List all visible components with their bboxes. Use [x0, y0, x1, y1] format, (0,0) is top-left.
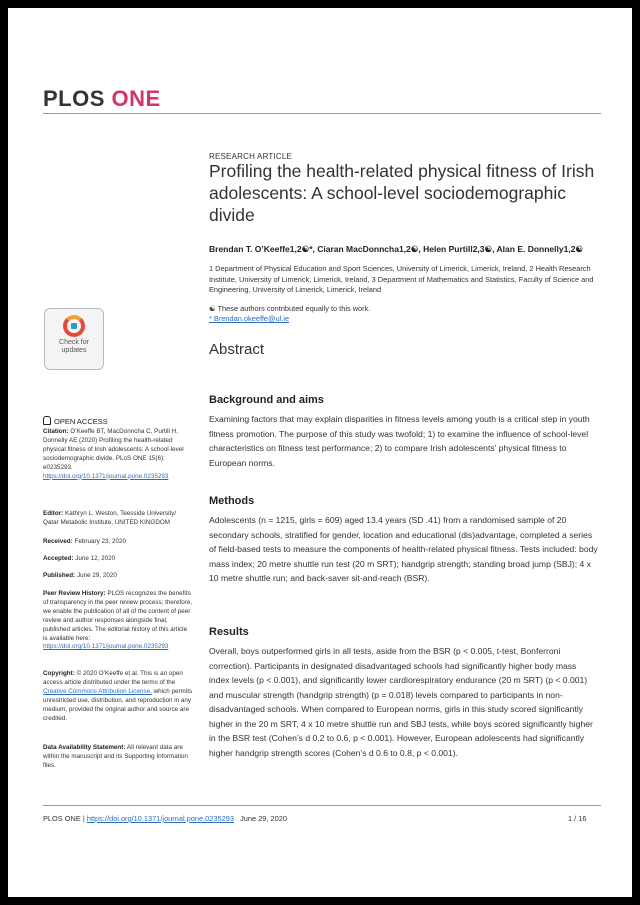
citation-doi-link[interactable]: https://doi.org/10.1371/journal.pone.0235293 [43, 472, 169, 480]
section-text-background: Examining factors that may explain disparities in fitness levels among youth is a critical step in youth fitness promotion. The purpose of this study was twofold; 1) to examine the influence of school-level characteristics on fitness test performance; 2) to compare Irish adolescents’ physical fitness to European norms. [209, 414, 590, 468]
editor-block: Editor: Kathryn L. Weston, Teesside University/ Qatar Metabolic Institute, UNITED KINGDOM [43, 510, 177, 526]
header-rule [43, 113, 601, 114]
accepted-date: Accepted: June 12, 2020 [43, 555, 116, 562]
open-access-label: OPEN ACCESS [43, 416, 108, 426]
open-lock-icon [43, 416, 51, 425]
page-number: 1 / 16 [568, 814, 587, 823]
footer-rule [43, 805, 601, 806]
paper-page [8, 8, 632, 897]
license-link[interactable]: Creative Commons Attribution License, [43, 687, 152, 695]
section-text-methods: Adolescents (n = 1215, girls = 609) aged 13.4 years (SD .41) from a randomised sample of 20 secondary schools, stratified for gender, location and educational (dis)advantage, completed a series of field-based tests to measure the components of health-related physical fitness. Tests included: body mass index; 20 metre shuttle run test (20 m SRT); handgrip strength; standing broad jump (SBJ); 4 x 10 metre shuttle run; and back-saver sit-and-reach (BSR). [209, 515, 598, 583]
footer-doi-link[interactable]: https://doi.org/10.1371/journal.pone.0235293 [86, 814, 234, 823]
crossmark-icon [63, 315, 85, 337]
data-availability-block: Data Availability Statement: All relevant data are within the manuscript and its Supporting Information files. [43, 744, 188, 769]
published-date: Published: June 29, 2020 [43, 572, 117, 579]
equal-contribution-note: ☯ These authors contributed equally to this work. [209, 304, 371, 313]
section-heading-results: Results [209, 626, 249, 638]
citation-block: Citation: O’Keeffe BT, MacDonncha C, Purtill H, Donnelly AE (2020) Profiling the health-related physical fitness of Irish adolescents: A school-level sociodemographic divide. PLoS ONE 15(6): e0235293. https://doi.org/10.1371/journal.pone.0235293 [43, 428, 184, 480]
received-date: Received: February 23, 2020 [43, 538, 126, 545]
abstract-heading: Abstract [209, 341, 265, 358]
affiliations: 1 Department of Physical Education and Sport Sciences, University of Limerick, Limerick, Ireland, 2 Health Research Institute, University of Limerick, Limerick, Ireland, 3 Department of Mathematics and Statistics, Faculty of Science and Engineering, University of Limerick, Limerick, Ireland [209, 264, 594, 294]
author-list: Brendan T. O’Keeffe1,2☯*, Ciaran MacDonncha1,2☯, Helen Purtill2,3☯, Alan E. Donnelly1,2☯ [209, 244, 584, 254]
article-title: Profiling the health-related physical fitness of Irish adolescents: A school-level sociodemographic divide [209, 161, 595, 225]
section-heading-background: Background and aims [209, 394, 324, 406]
section-text-results: Overall, boys outperformed girls in all tests, aside from the BSR (p < 0.005, t-test, Bonferroni correction). Participants in designated disadvantaged schools had significantly higher body mass index levels (p < 0.001), and significantly lower cardiorespiratory endurance (20 m SRT) (p < 0.001) and muscular strength (handgrip strength) (p = 0.018) levels compared to participants in non-disadvantaged schools. When compared to European norms, girls in this study scored significantly higher in the 20 m SRT, 4 x 10 metre shuttle run and SBJ tests, while boys scored significantly higher in the BSR test (Cohen’s d 0.2 to 0.6, p < 0.001). However, European adolescents had significantly higher handgrip strength scores (Cohen’s d 0.6 to 0.8, p < 0.001). [209, 646, 593, 758]
journal-logo: PLOS ONE [43, 86, 161, 111]
footer-date: June 29, 2020 [240, 814, 287, 823]
copyright-block: Copyright: © 2020 O’Keeffe et al. This is an open access article distributed under the terms of the Creative Commons Attribution License, which permits unrestricted use, distribution, and reproduction in any medium, provided the original author and source are credited. [43, 670, 193, 722]
corresponding-email-link[interactable]: * Brendan.okeeffe@ul.ie [209, 314, 290, 323]
page-footer: PLOS ONE | https://doi.org/10.1371/journal.pone.0235293 June 29, 2020 [43, 814, 287, 823]
peer-review-block: Peer Review History: PLOS recognizes the benefits of transparency in the peer review process; therefore, we enable the publication of all of the content of peer review and author responses alongside final, published articles. The editorial history of this article is available here: https://doi.org/10.1371/journal.pone.0235293 [43, 590, 193, 651]
article-type-label: RESEARCH ARTICLE [209, 152, 293, 161]
check-for-updates-badge[interactable]: Check for updates [44, 308, 104, 370]
section-heading-methods: Methods [209, 495, 255, 507]
peer-review-link[interactable]: https://doi.org/10.1371/journal.pone.0235293 [43, 643, 169, 651]
